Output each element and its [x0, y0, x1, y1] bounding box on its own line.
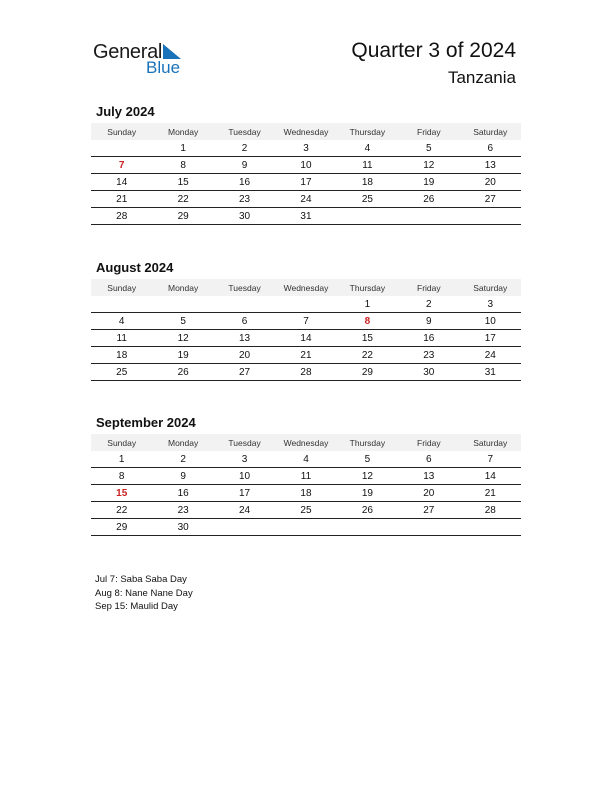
logo-blue-text: Blue: [146, 58, 181, 77]
day-cell: 30: [152, 519, 213, 536]
day-cell: 27: [398, 502, 459, 519]
day-cell: 24: [214, 502, 275, 519]
day-cell: 22: [91, 502, 152, 519]
weekday-header: Sunday: [91, 123, 152, 140]
week-row: [91, 313, 521, 330]
day-cell: 6: [460, 140, 521, 157]
day-cell: 23: [398, 347, 459, 364]
day-cell: 26: [152, 364, 213, 381]
day-cell: 19: [337, 485, 398, 502]
weekday-header-row: [91, 434, 521, 451]
day-cell: 13: [460, 157, 521, 174]
day-cell: 14: [275, 330, 336, 347]
logo-general-text: General: [93, 41, 163, 63]
weekday-header: Monday: [152, 279, 213, 296]
day-cell: 11: [275, 468, 336, 485]
day-cell: 31: [275, 208, 336, 225]
month-title: August 2024: [96, 260, 174, 275]
day-cell: 25: [337, 191, 398, 208]
day-cell: 22: [337, 347, 398, 364]
day-cell: 28: [91, 208, 152, 225]
day-cell: 13: [214, 330, 275, 347]
day-cell: 28: [460, 502, 521, 519]
logo: [93, 40, 193, 80]
country-name: Tanzania: [447, 68, 516, 87]
day-cell: 30: [214, 208, 275, 225]
weekday-header: Friday: [398, 279, 459, 296]
weekday-header-row: [91, 279, 521, 296]
day-cell: 26: [398, 191, 459, 208]
day-cell: 15: [337, 330, 398, 347]
empty-day-cell: [398, 208, 459, 225]
week-row: [91, 451, 521, 468]
day-cell: 6: [398, 451, 459, 468]
holiday-day-cell: 8: [337, 313, 398, 330]
empty-day-cell: [337, 519, 398, 536]
day-cell: 31: [460, 364, 521, 381]
day-cell: 7: [460, 451, 521, 468]
day-cell: 5: [337, 451, 398, 468]
day-cell: 27: [460, 191, 521, 208]
day-cell: 2: [398, 296, 459, 313]
empty-day-cell: [275, 296, 336, 313]
day-cell: 20: [214, 347, 275, 364]
day-cell: 22: [152, 191, 213, 208]
month-title: September 2024: [96, 415, 196, 430]
week-row: [91, 468, 521, 485]
calendar-table: [91, 123, 521, 225]
week-row: [91, 296, 521, 313]
weekday-header: Thursday: [337, 279, 398, 296]
day-cell: 14: [91, 174, 152, 191]
day-cell: 4: [91, 313, 152, 330]
week-row: [91, 140, 521, 157]
holiday-notes: [95, 573, 193, 614]
day-cell: 9: [152, 468, 213, 485]
day-cell: 21: [91, 191, 152, 208]
empty-day-cell: [214, 296, 275, 313]
month-block-september: [91, 413, 521, 536]
day-cell: 28: [275, 364, 336, 381]
day-cell: 8: [152, 157, 213, 174]
day-cell: 12: [152, 330, 213, 347]
week-row: [91, 519, 521, 536]
week-row: [91, 330, 521, 347]
day-cell: 20: [398, 485, 459, 502]
week-row: [91, 157, 521, 174]
day-cell: 3: [460, 296, 521, 313]
month-block-august: [91, 258, 521, 381]
day-cell: 12: [337, 468, 398, 485]
day-cell: 19: [152, 347, 213, 364]
weekday-header: Friday: [398, 434, 459, 451]
weekday-header: Sunday: [91, 434, 152, 451]
day-cell: 4: [337, 140, 398, 157]
day-cell: 16: [152, 485, 213, 502]
day-cell: 1: [152, 140, 213, 157]
weekday-header: Saturday: [460, 279, 521, 296]
empty-day-cell: [337, 208, 398, 225]
day-cell: 20: [460, 174, 521, 191]
weekday-header: Tuesday: [214, 123, 275, 140]
empty-day-cell: [152, 296, 213, 313]
day-cell: 10: [460, 313, 521, 330]
day-cell: 17: [275, 174, 336, 191]
day-cell: 18: [91, 347, 152, 364]
day-cell: 10: [275, 157, 336, 174]
day-cell: 4: [275, 451, 336, 468]
week-row: [91, 208, 521, 225]
day-cell: 23: [214, 191, 275, 208]
day-cell: 2: [214, 140, 275, 157]
empty-day-cell: [214, 519, 275, 536]
day-cell: 3: [214, 451, 275, 468]
day-cell: 24: [275, 191, 336, 208]
day-cell: 14: [460, 468, 521, 485]
weekday-header: Wednesday: [275, 279, 336, 296]
day-cell: 15: [152, 174, 213, 191]
holiday-note: Jul 7: Saba Saba Day: [95, 574, 187, 585]
weekday-header: Thursday: [337, 123, 398, 140]
day-cell: 6: [214, 313, 275, 330]
empty-day-cell: [91, 296, 152, 313]
day-cell: 29: [337, 364, 398, 381]
holiday-day-cell: 7: [91, 157, 152, 174]
day-cell: 9: [398, 313, 459, 330]
day-cell: 16: [214, 174, 275, 191]
day-cell: 8: [91, 468, 152, 485]
day-cell: 24: [460, 347, 521, 364]
day-cell: 27: [214, 364, 275, 381]
weekday-header: Wednesday: [275, 123, 336, 140]
day-cell: 29: [152, 208, 213, 225]
empty-day-cell: [91, 140, 152, 157]
empty-day-cell: [398, 519, 459, 536]
day-cell: 30: [398, 364, 459, 381]
day-cell: 9: [214, 157, 275, 174]
day-cell: 18: [275, 485, 336, 502]
day-cell: 16: [398, 330, 459, 347]
weekday-header: Friday: [398, 123, 459, 140]
day-cell: 21: [275, 347, 336, 364]
week-row: [91, 174, 521, 191]
empty-day-cell: [460, 208, 521, 225]
day-cell: 5: [152, 313, 213, 330]
week-row: [91, 502, 521, 519]
calendar-table: [91, 434, 521, 536]
day-cell: 3: [275, 140, 336, 157]
holiday-note: Aug 8: Nane Nane Day: [95, 587, 193, 599]
weekday-header: Saturday: [460, 434, 521, 451]
day-cell: 23: [152, 502, 213, 519]
day-cell: 12: [398, 157, 459, 174]
day-cell: 10: [214, 468, 275, 485]
day-cell: 13: [398, 468, 459, 485]
day-cell: 25: [91, 364, 152, 381]
day-cell: 25: [275, 502, 336, 519]
day-cell: 21: [460, 485, 521, 502]
calendar-table: [91, 279, 521, 381]
weekday-header: Monday: [152, 434, 213, 451]
day-cell: 29: [91, 519, 152, 536]
empty-day-cell: [460, 519, 521, 536]
day-cell: 11: [91, 330, 152, 347]
week-row: [91, 364, 521, 381]
weekday-header-row: [91, 123, 521, 140]
weekday-header: Thursday: [337, 434, 398, 451]
empty-day-cell: [275, 519, 336, 536]
weekday-header: Saturday: [460, 123, 521, 140]
weekday-header: Monday: [152, 123, 213, 140]
day-cell: 18: [337, 174, 398, 191]
day-cell: 17: [460, 330, 521, 347]
week-row: [91, 485, 521, 502]
page-title: Quarter 3 of 2024: [351, 39, 516, 62]
day-cell: 2: [152, 451, 213, 468]
weekday-header: Tuesday: [214, 279, 275, 296]
weekday-header: Sunday: [91, 279, 152, 296]
day-cell: 26: [337, 502, 398, 519]
day-cell: 1: [337, 296, 398, 313]
day-cell: 1: [91, 451, 152, 468]
day-cell: 17: [214, 485, 275, 502]
month-title: July 2024: [96, 104, 155, 119]
weekday-header: Tuesday: [214, 434, 275, 451]
month-block-july: [91, 102, 521, 225]
day-cell: 11: [337, 157, 398, 174]
holiday-note: Sep 15: Maulid Day: [95, 601, 178, 612]
week-row: [91, 347, 521, 364]
week-row: [91, 191, 521, 208]
holiday-day-cell: 15: [91, 485, 152, 502]
day-cell: 7: [275, 313, 336, 330]
day-cell: 19: [398, 174, 459, 191]
weekday-header: Wednesday: [275, 434, 336, 451]
day-cell: 5: [398, 140, 459, 157]
